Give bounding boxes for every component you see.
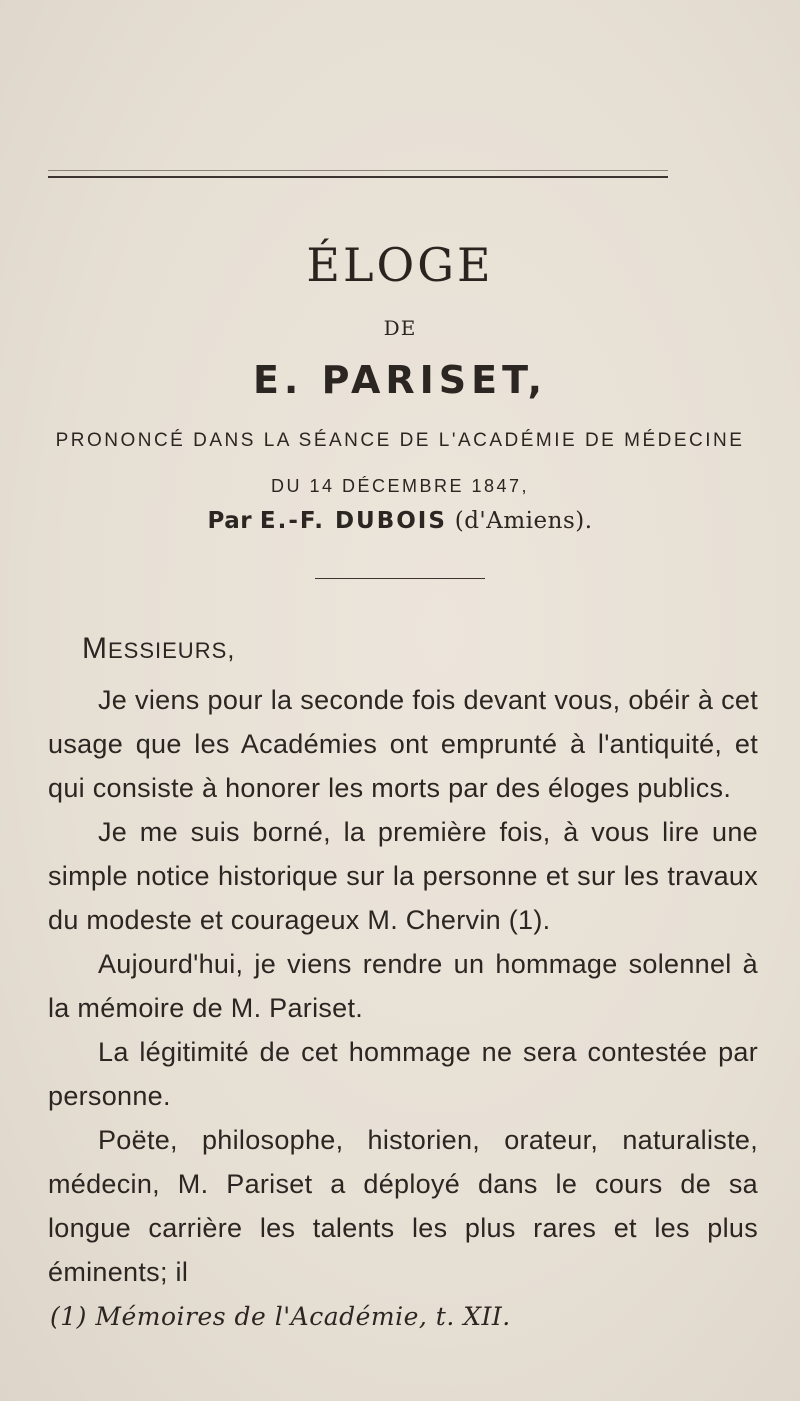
paragraph: Poëte, philosophe, historien, orateur, naturaliste, médecin, M. Pariset a déployé dans le cours de sa longue carrière les talents les plus rares et les plus éminents; il xyxy=(48,1125,758,1287)
salutation-punct: , xyxy=(227,634,236,664)
section-divider xyxy=(315,578,485,579)
author-name: E.-F. DUBOIS xyxy=(259,508,447,534)
salutation-initial: M xyxy=(82,632,108,665)
paragraph: Je me suis borné, la première fois, à vous lire une simple notice historique sur la personne et sur les travaux du modeste et courageux M. Chervin (1). xyxy=(48,817,758,935)
salutation xyxy=(82,632,236,666)
footnote: (1) Mémoires de l'Académie, t. XII. xyxy=(50,1302,511,1331)
author-prefix: Par xyxy=(207,508,253,534)
subject-name: E. PARISET, xyxy=(252,358,548,402)
title-connector: DE xyxy=(383,316,417,340)
occasion-line: PRONONCÉ DANS LA SÉANCE DE L'ACADÉMIE DE MÉDECINE xyxy=(55,430,745,451)
page-title: ÉLOGE xyxy=(306,238,494,292)
body-text xyxy=(48,678,758,1294)
paragraph: Aujourd'hui, je viens rendre un hommage solennel à la mémoire de M. Pariset. xyxy=(48,949,758,1023)
paragraph: Je viens pour la seconde fois devant vous, obéir à cet usage que les Académies ont emprunté à l'antiquité, et qui consiste à honorer les morts par des éloges publics. xyxy=(48,685,758,803)
date-line: DU 14 DÉCEMBRE 1847, xyxy=(270,476,530,496)
salutation-rest: ESSIEURS xyxy=(108,638,228,663)
author-suffix: (d'Amiens). xyxy=(454,508,593,534)
author-line xyxy=(0,508,800,534)
top-rule-thin xyxy=(48,170,668,171)
paragraph: La légitimité de cet hommage ne sera contestée par personne. xyxy=(48,1037,758,1111)
top-rule-thick xyxy=(48,176,668,178)
